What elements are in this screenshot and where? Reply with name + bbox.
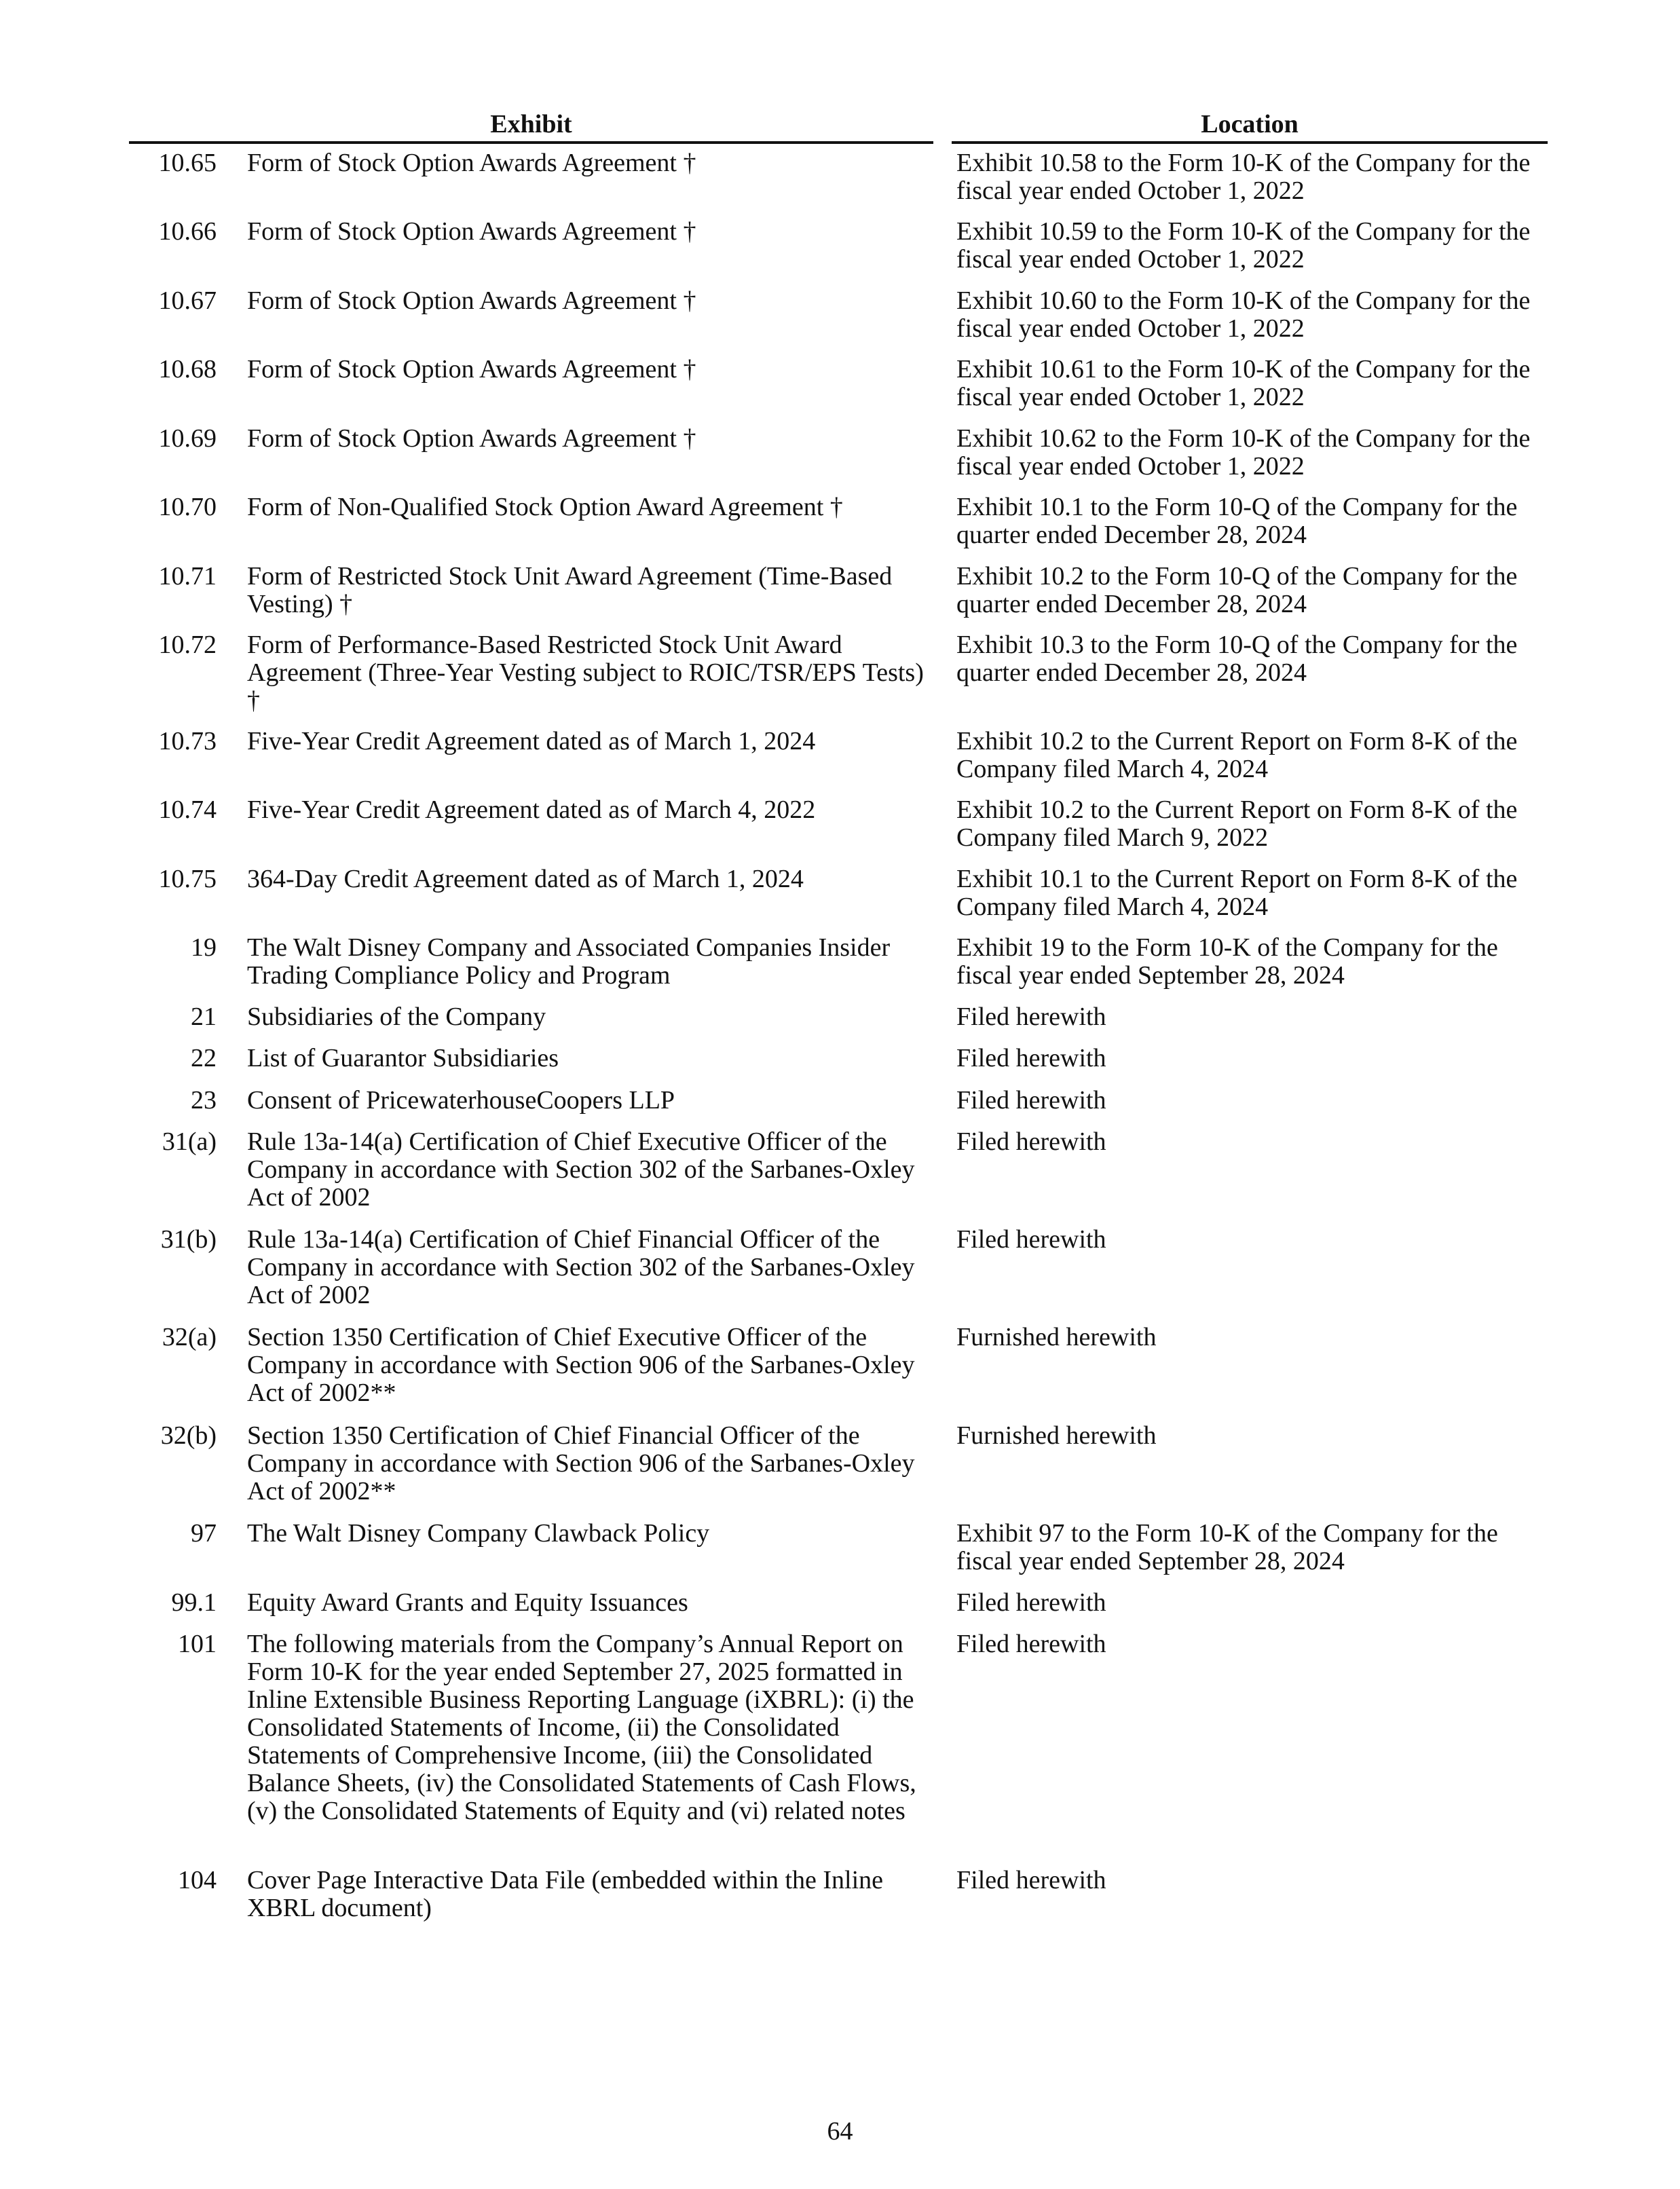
exhibit-number: 10.72 [158, 631, 217, 659]
exhibit-number: 32(a) [162, 1323, 217, 1351]
exhibit-description: Form of Performance-Based Restricted Stock Unit Award Agreement (Three-Year Vesting subject to ROIC/TSR/EPS Tests) † [247, 631, 924, 715]
table-row [129, 1087, 1548, 1115]
exhibit-number: 10.74 [158, 796, 217, 824]
table-row [129, 1422, 1548, 1505]
exhibit-description: Form of Stock Option Awards Agreement † [247, 149, 696, 177]
exhibit-description: Five-Year Credit Agreement dated as of March 4, 2022 [247, 796, 816, 824]
location-column-header: Location [952, 107, 1548, 144]
exhibit-location: Exhibit 10.1 to the Current Report on Form 8-K of the Company filed March 4, 2024 [956, 865, 1518, 921]
table-row [129, 149, 1548, 205]
exhibit-description: The Walt Disney Company and Associated Companies Insider Trading Compliance Policy and Program [247, 933, 891, 990]
exhibit-description: Form of Stock Option Awards Agreement † [247, 286, 696, 315]
exhibit-description: Section 1350 Certification of Chief Financial Officer of the Company in accordance with Section 906 of the Sarbanes-Oxley Act of 2002** [247, 1421, 915, 1505]
exhibit-number: 10.66 [158, 217, 217, 246]
exhibit-number: 10.73 [158, 727, 217, 755]
exhibit-location: Exhibit 10.61 to the Form 10-K of the Company for the fiscal year ended October 1, 2022 [956, 355, 1531, 411]
table-row [129, 1128, 1548, 1212]
exhibit-location: Filed herewith [956, 1086, 1106, 1115]
exhibit-location: Filed herewith [956, 1127, 1106, 1156]
exhibit-number: 21 [191, 1003, 217, 1031]
table-row [129, 287, 1548, 343]
table-row [129, 934, 1548, 990]
exhibit-location: Exhibit 10.2 to the Form 10-Q of the Company for the quarter ended December 28, 2024 [956, 562, 1518, 618]
exhibit-description: Form of Restricted Stock Unit Award Agreement (Time-Based Vesting) † [247, 562, 893, 618]
exhibit-description: Cover Page Interactive Data File (embedded within the Inline XBRL document) [247, 1866, 884, 1922]
exhibit-number: 31(a) [162, 1127, 217, 1156]
table-row [129, 563, 1548, 618]
exhibit-description: Equity Award Grants and Equity Issuances [247, 1588, 688, 1617]
exhibit-number: 104 [178, 1866, 217, 1894]
table-row [129, 728, 1548, 783]
exhibit-number: 23 [191, 1086, 217, 1115]
table-row [129, 356, 1548, 411]
exhibit-location: Filed herewith [956, 1225, 1106, 1254]
exhibit-location: Exhibit 10.2 to the Current Report on Form 8-K of the Company filed March 9, 2022 [956, 796, 1518, 852]
exhibit-number: 10.75 [158, 865, 217, 893]
exhibit-location: Filed herewith [956, 1866, 1106, 1894]
exhibit-number: 99.1 [171, 1588, 217, 1617]
table-row [129, 218, 1548, 274]
exhibit-location: Exhibit 10.3 to the Form 10-Q of the Company for the quarter ended December 28, 2024 [956, 631, 1518, 687]
exhibit-location: Exhibit 10.1 to the Form 10-Q of the Company for the quarter ended December 28, 2024 [956, 493, 1518, 549]
exhibit-location: Exhibit 10.60 to the Form 10-K of the Company for the fiscal year ended October 1, 2022 [956, 286, 1531, 343]
exhibit-column-header: Exhibit [129, 107, 933, 144]
exhibit-description: Form of Stock Option Awards Agreement † [247, 424, 696, 453]
exhibit-description: Consent of PricewaterhouseCoopers LLP [247, 1086, 675, 1115]
exhibit-number: 32(b) [160, 1421, 217, 1450]
exhibit-number: 19 [191, 933, 217, 962]
table-row [129, 425, 1548, 481]
table-row [129, 1324, 1548, 1407]
exhibit-description: Form of Stock Option Awards Agreement † [247, 355, 696, 383]
page-number: 64 [827, 2117, 853, 2146]
exhibit-number: 10.69 [158, 424, 217, 453]
exhibit-description: The following materials from the Company’s Annual Report on Form 10-K for the year ended September 27, 2025 formatted in Inline Extensible Business Reporting Language (iXBRL): (i) the Consolidated Statements of Income, (ii) the Consolidated Statements of Comprehensive Income, (iii) the Consolidated Balance Sheets, (iv) the Consolidated Statements of Cash Flows, (v) the Consolidated Statements of Equity and (vi) related notes [247, 1630, 916, 1825]
exhibit-location: Furnished herewith [956, 1421, 1157, 1450]
exhibit-location: Filed herewith [956, 1003, 1106, 1031]
table-row [129, 1045, 1548, 1072]
exhibit-number: 10.68 [158, 355, 217, 383]
exhibit-number: 10.71 [158, 562, 217, 591]
table-row [129, 1003, 1548, 1031]
exhibit-number: 10.67 [158, 286, 217, 315]
exhibit-location: Exhibit 10.58 to the Form 10-K of the Company for the fiscal year ended October 1, 2022 [956, 149, 1531, 205]
table-row [129, 631, 1548, 715]
exhibit-location: Exhibit 97 to the Form 10-K of the Company for the fiscal year ended September 28, 2024 [956, 1519, 1498, 1575]
table-header [129, 107, 1548, 143]
exhibit-description: Section 1350 Certification of Chief Executive Officer of the Company in accordance with Section 906 of the Sarbanes-Oxley Act of 2002** [247, 1323, 915, 1407]
exhibit-location: Exhibit 10.62 to the Form 10-K of the Company for the fiscal year ended October 1, 2022 [956, 424, 1531, 481]
exhibit-description: Rule 13a-14(a) Certification of Chief Financial Officer of the Company in accordance with Section 302 of the Sarbanes-Oxley Act of 2002 [247, 1225, 915, 1309]
table-row [129, 1867, 1548, 1922]
exhibit-number: 22 [191, 1044, 217, 1072]
table-row [129, 1630, 1548, 1825]
exhibit-description: List of Guarantor Subsidiaries [247, 1044, 559, 1072]
table-row [129, 1520, 1548, 1575]
table-row [129, 1589, 1548, 1617]
table-row [129, 796, 1548, 852]
table-row [129, 493, 1548, 549]
exhibit-description: The Walt Disney Company Clawback Policy [247, 1519, 710, 1548]
exhibit-number: 31(b) [160, 1225, 217, 1254]
exhibit-location: Exhibit 10.2 to the Current Report on Form 8-K of the Company filed March 4, 2024 [956, 727, 1518, 783]
exhibit-location: Exhibit 19 to the Form 10-K of the Company for the fiscal year ended September 28, 2024 [956, 933, 1498, 990]
exhibit-description: Form of Non-Qualified Stock Option Award Agreement † [247, 493, 843, 521]
exhibit-location: Filed herewith [956, 1630, 1106, 1658]
exhibit-description: Subsidiaries of the Company [247, 1003, 546, 1031]
exhibit-description: Five-Year Credit Agreement dated as of March 1, 2024 [247, 727, 816, 755]
exhibit-number: 10.65 [158, 149, 217, 177]
exhibit-number: 101 [178, 1630, 217, 1658]
exhibit-location: Filed herewith [956, 1044, 1106, 1072]
exhibit-location: Furnished herewith [956, 1323, 1157, 1351]
table-row [129, 865, 1548, 921]
exhibit-location: Exhibit 10.59 to the Form 10-K of the Company for the fiscal year ended October 1, 2022 [956, 217, 1531, 274]
exhibit-number: 97 [191, 1519, 217, 1548]
exhibit-description: 364-Day Credit Agreement dated as of March 1, 2024 [247, 865, 804, 893]
exhibit-number: 10.70 [158, 493, 217, 521]
exhibit-location: Filed herewith [956, 1588, 1106, 1617]
exhibit-description: Form of Stock Option Awards Agreement † [247, 217, 696, 246]
table-row [129, 1226, 1548, 1309]
exhibit-description: Rule 13a-14(a) Certification of Chief Executive Officer of the Company in accordance with Section 302 of the Sarbanes-Oxley Act of 2002 [247, 1127, 915, 1212]
